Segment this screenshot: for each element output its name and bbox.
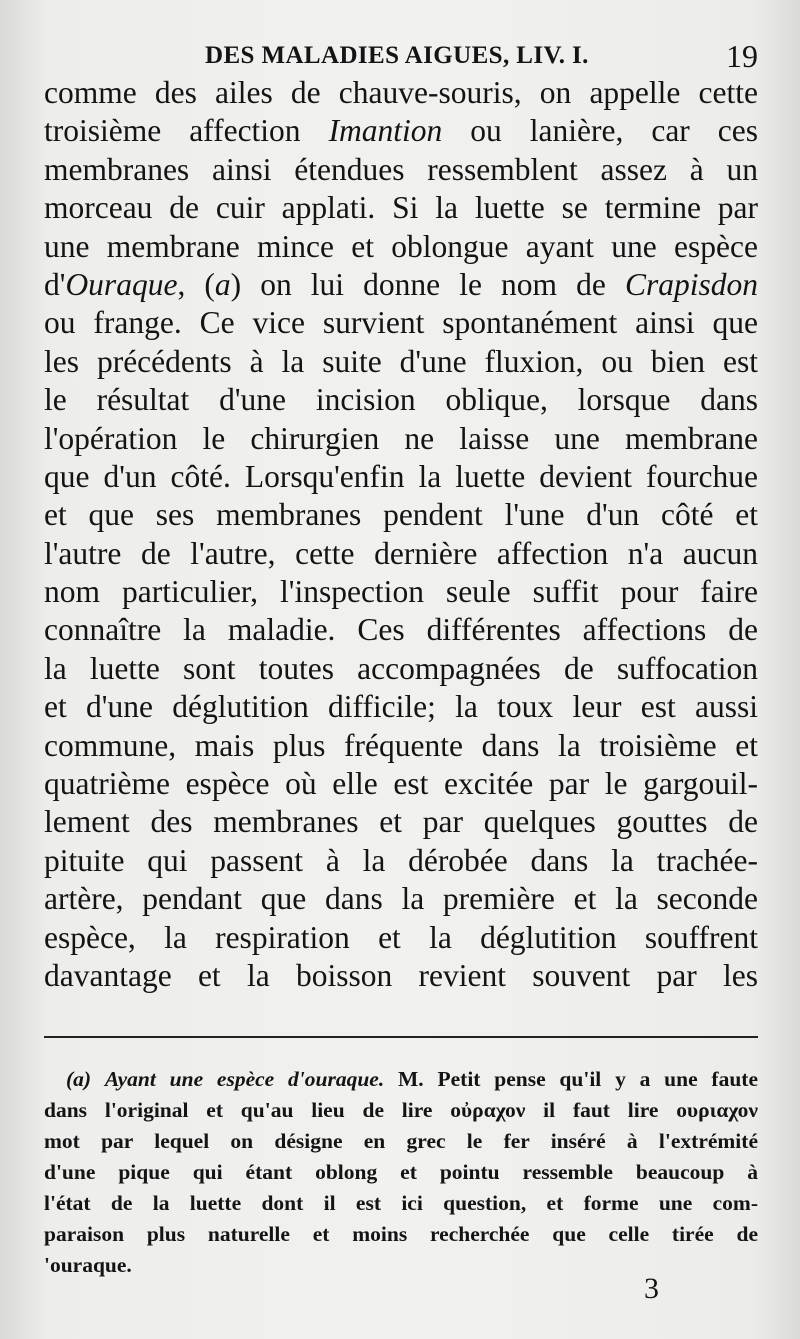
- text-line: pituite qui passent à la dérobée dans la trachée-: [44, 842, 758, 878]
- text-line: connaître la maladie. Ces différentes affections de: [44, 612, 758, 648]
- footnote-marker: (a): [66, 1067, 92, 1091]
- footnote-line: paraison plus naturelle et moins recherchée que celle tirée de: [44, 1222, 758, 1246]
- text-line: comme des ailes de chauve-souris, on appelle cette: [44, 75, 758, 110]
- text-line: que d'un côté. Lorsqu'enfin la luette devient fourchue: [44, 458, 758, 494]
- signature-mark: 3: [644, 1272, 659, 1305]
- text-line: artère, pendant que dans la première et la seconde: [44, 881, 758, 917]
- page-number: 19: [726, 38, 758, 74]
- footnote-line: dans l'original et qu'au lieu de lire οὐραχον il faut lire ουριαχον: [44, 1098, 758, 1122]
- text-line: membranes ainsi étendues ressemblent assez à un: [44, 151, 758, 187]
- text-line: quatrième espèce où elle est excitée par le gargouil-: [44, 766, 758, 802]
- text-line: espèce, la respiration et la déglutition souffrent: [44, 919, 758, 955]
- body-text: [44, 74, 758, 995]
- footnote-line: mot par lequel on désigne en grec le fer inséré à l'extrémité: [44, 1129, 758, 1153]
- footnote-lead: Ayant une espèce d'ouraque.: [104, 1067, 385, 1091]
- text-line: troisième affection Imantion ou lanière, car ces: [44, 113, 758, 149]
- footnote: [44, 1064, 758, 1281]
- text-line: le résultat d'une incision oblique, lorsque dans: [44, 382, 758, 418]
- text-line: nom particulier, l'inspection seule suffit pour faire: [44, 574, 758, 610]
- text-line: lement des membranes et par quelques gouttes de: [44, 804, 758, 840]
- text-line: et d'une déglutition difficile; la toux leur est aussi: [44, 689, 758, 725]
- text-line: une membrane mince et oblongue ayant une espèce: [44, 228, 758, 264]
- footnote-divider: [44, 1036, 758, 1038]
- text-line: morceau de cuir applati. Si la luette se termine par: [44, 190, 758, 226]
- text-line: la luette sont toutes accompagnées de suffocation: [44, 650, 758, 686]
- text-line: ou frange. Ce vice survient spontanément ainsi que: [44, 305, 758, 341]
- text-line: les précédents à la suite d'une fluxion, ou bien est: [44, 343, 758, 379]
- text-line: l'autre de l'autre, cette dernière affection n'a aucun: [44, 535, 758, 571]
- text-line: l'opération le chirurgien ne laisse une membrane: [44, 420, 758, 456]
- footnote-line: (a) Ayant une espèce d'ouraque. M. Petit pense qu'il y a une faute: [66, 1067, 759, 1091]
- footnote-line: 'ouraque.: [44, 1253, 132, 1277]
- text-line: d'Ouraque, (a) on lui donne le nom de Crapisdon: [44, 266, 758, 302]
- text-line: et que ses membranes pendent l'une d'un côté et: [44, 497, 758, 533]
- text-line: commune, mais plus fréquente dans la troisième et: [44, 727, 758, 763]
- text-line: davantage et la boisson revient souvent par les: [44, 957, 758, 993]
- footnote-line: d'une pique qui étant oblong et pointu ressemble beaucoup à: [44, 1160, 758, 1184]
- footnote-line: l'état de la luette dont il est ici question, et forme une com-: [44, 1191, 758, 1215]
- running-title: DES MALADIES AIGUES, LIV. I.: [205, 42, 589, 69]
